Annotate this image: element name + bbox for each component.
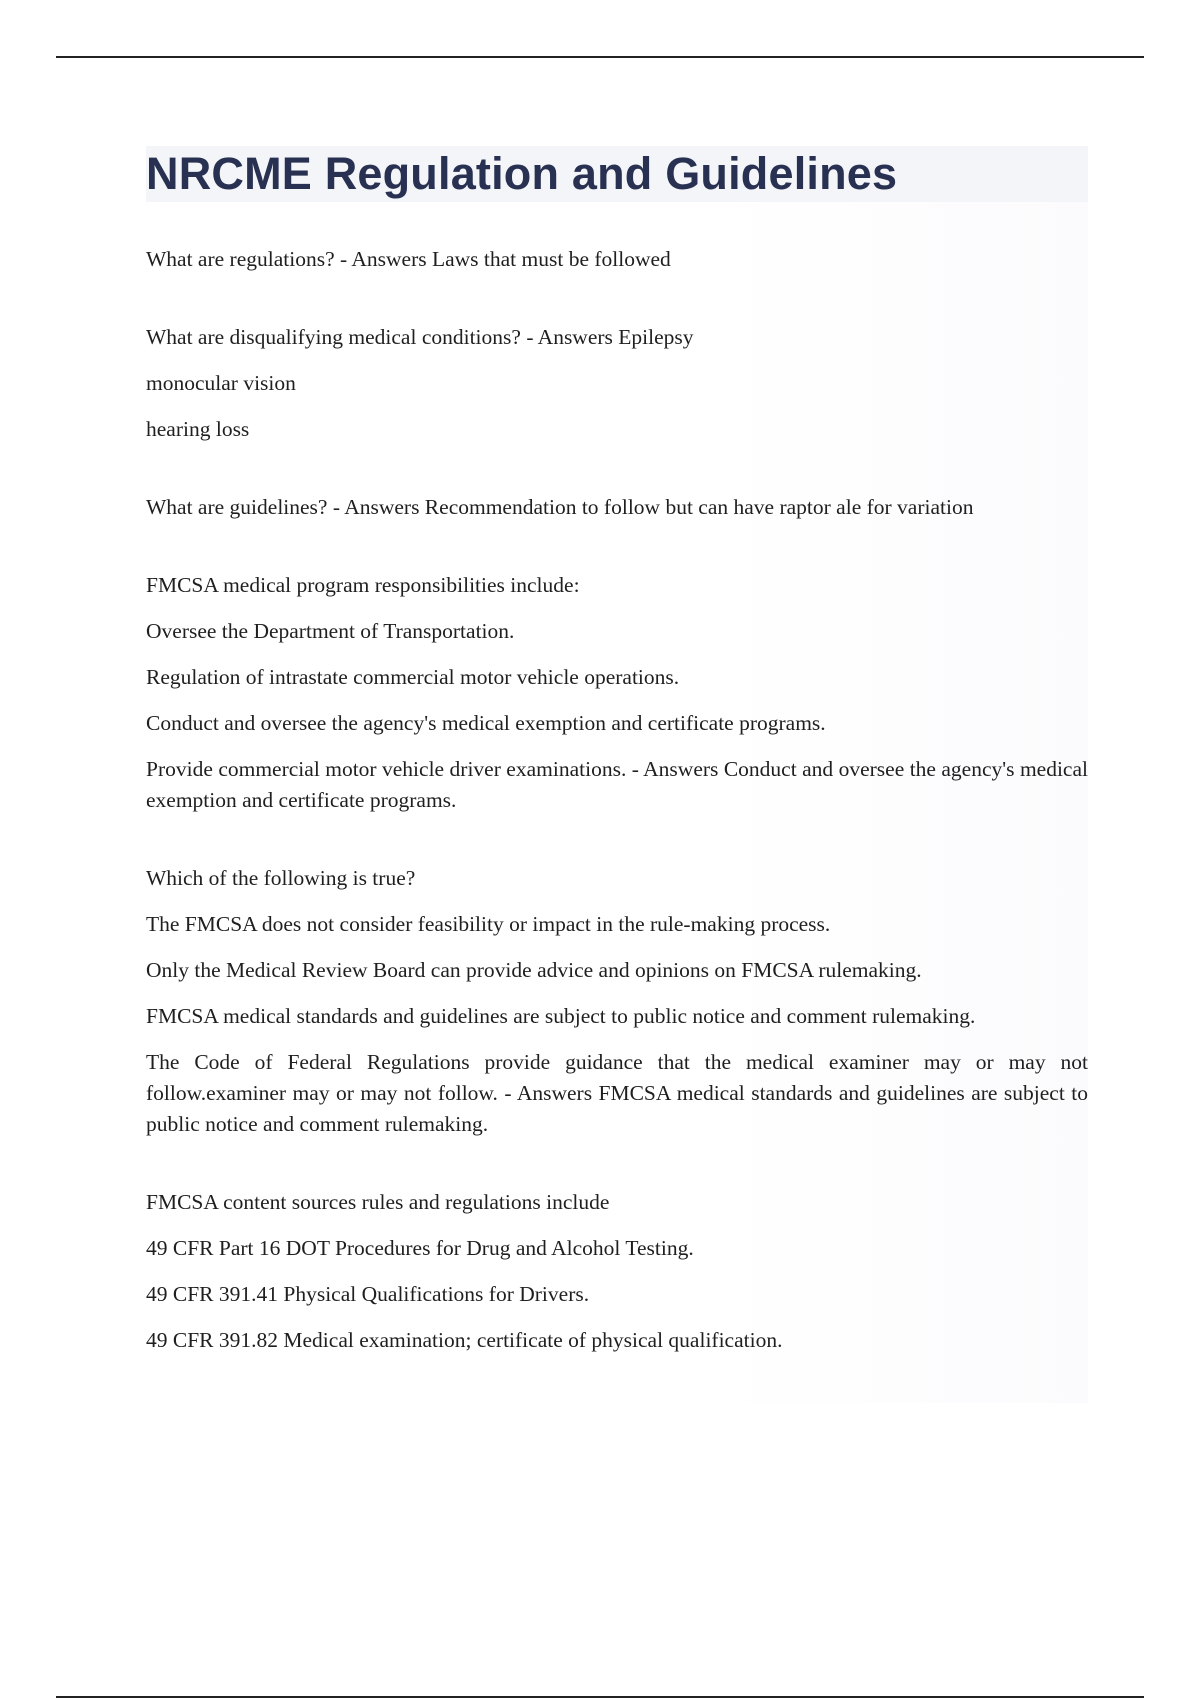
- qa-block-regulations: [146, 244, 1088, 275]
- qa-block-guidelines: [146, 492, 1088, 523]
- qa-block-content-sources: [146, 1187, 1088, 1356]
- qa-line: FMCSA content sources rules and regulations include: [146, 1190, 610, 1214]
- qa-line: 49 CFR 391.82 Medical examination; certificate of physical qualification.: [146, 1328, 783, 1352]
- qa-block-which-is-true: [146, 863, 1088, 1140]
- qa-line: Regulation of intrastate commercial motor vehicle operations.: [146, 665, 680, 689]
- qa-line: The FMCSA does not consider feasibility or impact in the rule-making process.: [146, 912, 831, 936]
- qa-line: FMCSA medical standards and guidelines are subject to public notice and comment rulemaking.: [146, 1004, 976, 1028]
- qa-block-disqualifying-conditions: [146, 322, 1088, 445]
- qa-line: Which of the following is true?: [146, 866, 416, 890]
- document-body: [146, 146, 1088, 1403]
- title-band: [146, 146, 1088, 202]
- qa-line: What are disqualifying medical conditions? - Answers Epilepsy: [146, 325, 694, 349]
- qa-line: What are guidelines? - Answers Recommendation to follow but can have raptor ale for variation: [146, 495, 974, 519]
- qa-line: The Code of Federal Regulations provide guidance that the medical examiner may or may not follow.examiner may or may not follow. - Answers FMCSA medical standards and guidelines are subject to public notice and comment rulemaking.: [146, 1050, 1088, 1136]
- qa-line: FMCSA medical program responsibilities include:: [146, 573, 580, 597]
- document-title: NRCME Regulation and Guidelines: [146, 148, 898, 199]
- qa-line: Conduct and oversee the agency's medical exemption and certificate programs.: [146, 711, 826, 735]
- qa-block-fmcsa-responsibilities: [146, 570, 1088, 816]
- qa-line: 49 CFR 391.41 Physical Qualifications for Drivers.: [146, 1282, 590, 1306]
- qa-line: monocular vision: [146, 371, 296, 395]
- qa-line: What are regulations? - Answers Laws that must be followed: [146, 247, 671, 271]
- qa-line: hearing loss: [146, 417, 250, 441]
- footer-rule: [56, 1696, 1144, 1698]
- qa-line: Provide commercial motor vehicle driver examinations. - Answers Conduct and oversee the agency's medical exemption and certificate programs.: [146, 757, 1088, 812]
- header-rule: [56, 56, 1144, 58]
- qa-line: 49 CFR Part 16 DOT Procedures for Drug and Alcohol Testing.: [146, 1236, 694, 1260]
- qa-line: Only the Medical Review Board can provide advice and opinions on FMCSA rulemaking.: [146, 958, 922, 982]
- qa-list: [146, 244, 1088, 1356]
- qa-line: Oversee the Department of Transportation.: [146, 619, 515, 643]
